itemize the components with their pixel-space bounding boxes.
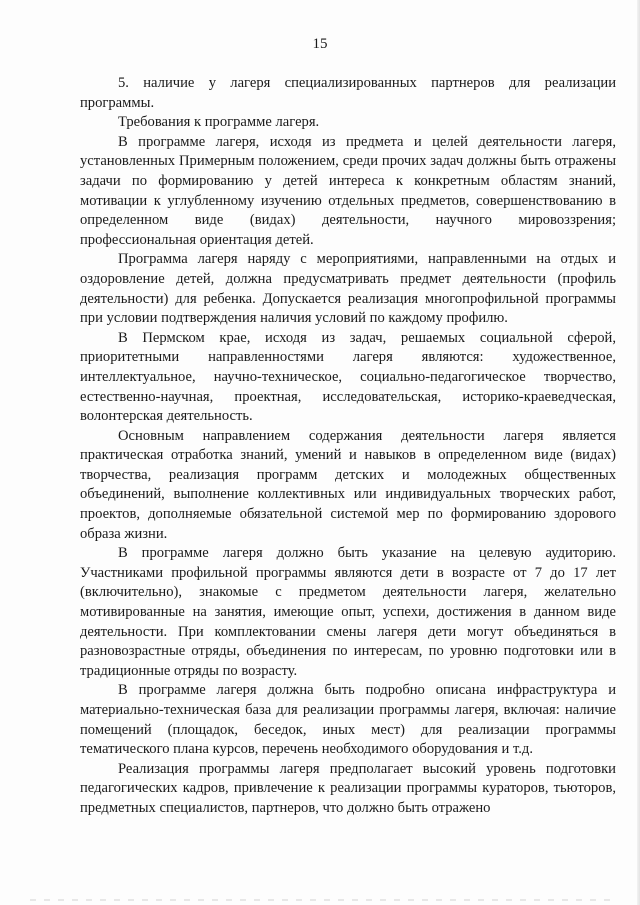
paragraph-5: В Пермском крае, исходя из задач, решаемых социальной сферой, приоритетными направленностями лагеря являются: художественное, интеллектуальное, научно-техническое, социально-педагогическое творчество, естественно-научная, проектная, исследовательская, историко-краеведческая, волонтерская деятельность. xyxy=(80,329,616,425)
paragraph-3: В программе лагеря, исходя из предмета и целей деятельности лагеря, установленных Примерным положением, среди прочих задач должны быть отражены задачи по формированию у детей интереса к конкретным областям знаний, мотивации к углубленному изучению отдельных предметов, совершенствованию в определенном виде (видах) деятельности, научного мировоззрения; профессиональная ориентация детей. xyxy=(80,133,616,248)
paragraph-6: Основным направлением содержания деятельности лагеря является практическая отработка знаний, умений и навыков в определенном виде (видах) творчества, реализация программ детских и молодежных общественных объединений, выполнение коллективных или индивидуальных творческих работ, проектов, дополняемые обязательной системой мер по формированию здорового образа жизни. xyxy=(80,427,616,542)
paragraph-8: В программе лагеря должна быть подробно описана инфраструктура и материально-техническая база для реализации программы лагеря, включая: наличие помещений (площадок, беседок, иных мест) для реализации программы тематического плана курсов, перечень необходимого оборудования и т.д. xyxy=(80,682,616,758)
page-number: 15 xyxy=(312,36,328,52)
paragraph-9: Реализация программы лагеря предполагает высокий уровень подготовки педагогических кадров, привлечение к реализации программы кураторов, тьюторов, предметных специалистов, партнеров, что должно быть отражено xyxy=(80,760,616,816)
document-body xyxy=(80,74,616,819)
paragraph-2: Требования к программе лагеря. xyxy=(118,114,320,131)
paragraph-7: В программе лагеря должно быть указание на целевую аудиторию. Участниками профильной программы являются дети в возрасте от 7 до 17 лет (включительно), знакомые с предметом деятельности лагеря, желательно мотивированные на занятия, имеющие опыт, успехи, достижения в данном виде деятельности. При комплектовании смены лагеря дети могут объединяться в разновозрастные отряды, объединения по интересам, по уровню подготовки или в традиционные отряды по возрасту. xyxy=(80,545,616,679)
paragraph-1: 5. наличие у лагеря специализированных партнеров для реализации программы. xyxy=(80,75,616,111)
paragraph-4: Программа лагеря наряду с мероприятиями, направленными на отдых и оздоровление детей, должна предусматривать предмет деятельности (профиль деятельности) для ребенка. Допускается реализация многопрофильной программы при условии подтверждения наличия условий по каждому профилю. xyxy=(80,251,616,327)
scan-bottom-marks xyxy=(30,899,610,901)
